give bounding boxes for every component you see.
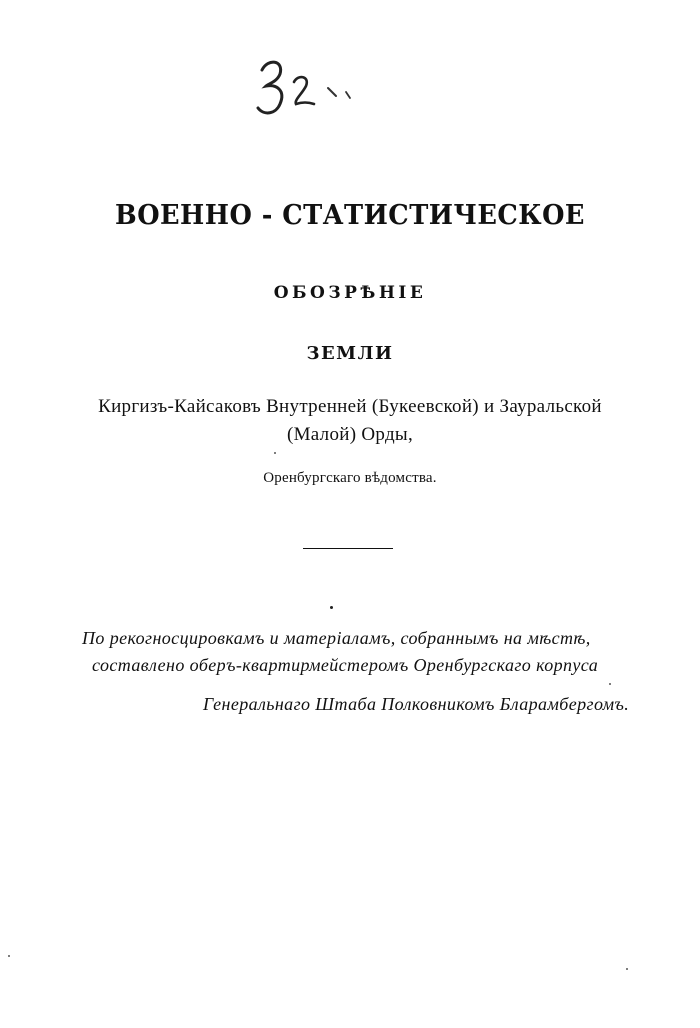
- horde-line-2: (Малой) Орды,: [286, 424, 414, 445]
- credit-line-1: По рекогносцировкамъ и матеріаламъ, собраннымъ на мѣстѣ,: [82, 628, 591, 648]
- department-line: Оренбургскаго вѣдомства.: [263, 470, 437, 486]
- handwritten-shelf-mark: [250, 52, 360, 122]
- print-dot: [330, 606, 333, 609]
- divider-rule: [303, 548, 393, 549]
- document-title: ВОЕННО - СТАТИСТИЧЕСКОЕ: [115, 200, 585, 231]
- land-heading: ЗЕМЛИ: [306, 343, 394, 364]
- ink-speck: [626, 968, 628, 970]
- credit-line-3: Генеральнаго Штаба Полковникомъ Бларамбергомъ.: [203, 694, 630, 714]
- credit-line-2: составлено оберъ-квартирмейстеромъ Оренбургскаго корпуса: [92, 655, 599, 675]
- document-subtitle: ОБОЗРѢНІЕ: [273, 283, 427, 303]
- horde-line-1: Киргизъ-Кайсаковъ Внутренней (Букеевской) и Зауральской: [98, 396, 602, 417]
- ink-speck: [609, 683, 611, 685]
- ink-speck: [8, 955, 10, 957]
- ink-speck: [274, 452, 276, 454]
